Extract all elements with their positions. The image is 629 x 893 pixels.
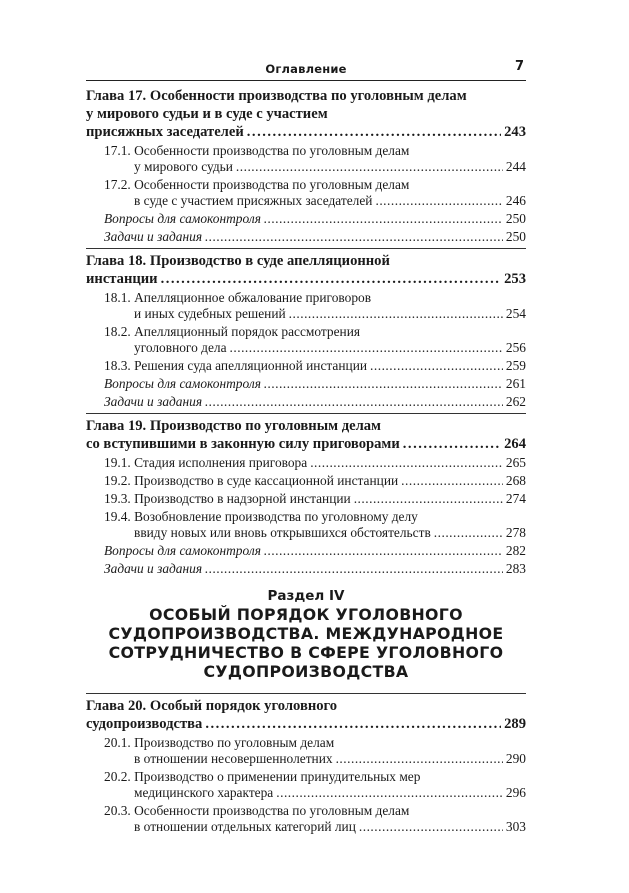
entry-page-number: 296 bbox=[505, 785, 526, 800]
chapter-title-line: у мирового судьи и в суде с участием bbox=[86, 106, 328, 122]
entry-page-number: 246 bbox=[505, 193, 526, 208]
entry-page-number: 265 bbox=[505, 455, 526, 470]
entry-text: 17.1. Особенности производства по уголовным делам bbox=[104, 143, 410, 158]
dot-leader bbox=[434, 525, 503, 541]
entry-text: 20.1. Производство по уголовным делам bbox=[104, 735, 335, 750]
dot-leader bbox=[370, 358, 503, 374]
chapter-title-line: присяжных заседателей bbox=[86, 124, 244, 140]
running-header bbox=[86, 59, 526, 81]
toc-chapter-20 bbox=[86, 697, 526, 733]
dot-leader bbox=[161, 270, 502, 288]
toc-chapter-19 bbox=[86, 417, 526, 453]
entry-text: Задачи и задания bbox=[104, 229, 203, 244]
section-title-line: СОТРУДНИЧЕСТВО В СФЕРЕ УГОЛОВНОГО bbox=[108, 643, 504, 662]
entry-page-number: 256 bbox=[505, 340, 526, 355]
entry-text: 20.2. Производство о применении принудительных мер bbox=[104, 769, 421, 784]
entry-page-number: 282 bbox=[505, 543, 526, 558]
toc-entry-18-1 bbox=[86, 290, 526, 322]
entry-page-number: 274 bbox=[505, 491, 526, 506]
toc-entry-18-questions bbox=[86, 376, 526, 392]
table-of-contents bbox=[86, 84, 526, 835]
dot-leader bbox=[264, 543, 503, 559]
entry-page-number: 250 bbox=[505, 229, 526, 244]
entry-text: Задачи и задания bbox=[104, 394, 203, 409]
entry-page-number: 303 bbox=[505, 819, 526, 834]
entry-text: Вопросы для самоконтроля bbox=[104, 211, 261, 226]
section-label: Раздел IV bbox=[267, 588, 345, 604]
entry-text: в отношении несовершеннолетних bbox=[134, 751, 333, 766]
toc-entry-20-3 bbox=[86, 803, 526, 835]
dot-leader bbox=[205, 561, 503, 577]
toc-entry-19-tasks bbox=[86, 561, 526, 577]
dot-leader bbox=[289, 306, 503, 322]
toc-entry-20-1 bbox=[86, 735, 526, 767]
dot-leader bbox=[354, 491, 503, 507]
divider bbox=[86, 413, 526, 414]
chapter-page-number: 243 bbox=[504, 124, 526, 140]
chapter-title-line: Глава 17. Особенности производства по уголовным делам bbox=[86, 88, 467, 104]
entry-text: 19.1. Стадия исполнения приговора bbox=[104, 455, 308, 470]
chapter-title-line: Глава 20. Особый порядок уголовного bbox=[86, 698, 338, 714]
toc-entry-17-1 bbox=[86, 143, 526, 175]
toc-entry-19-4 bbox=[86, 509, 526, 541]
entry-text: в отношении отдельных категорий лиц bbox=[134, 819, 356, 834]
entry-page-number: 268 bbox=[505, 473, 526, 488]
entry-text: и иных судебных решений bbox=[134, 306, 286, 321]
dot-leader bbox=[401, 473, 503, 489]
entry-page-number: 259 bbox=[505, 358, 526, 373]
dot-leader bbox=[403, 435, 501, 453]
section-title-line: СУДОПРОИЗВОДСТВА bbox=[203, 662, 409, 681]
section-title-line: ОСОБЫЙ ПОРЯДОК УГОЛОВНОГО bbox=[149, 605, 463, 624]
dot-leader bbox=[310, 455, 503, 471]
entry-page-number: 244 bbox=[505, 159, 526, 174]
entry-page-number: 262 bbox=[505, 394, 526, 409]
toc-entry-19-3 bbox=[86, 491, 526, 507]
entry-text: 19.2. Производство в суде кассационной инстанции bbox=[104, 473, 399, 488]
dot-leader bbox=[247, 123, 501, 141]
dot-leader bbox=[264, 376, 503, 392]
toc-chapter-18 bbox=[86, 252, 526, 288]
toc-entry-17-tasks bbox=[86, 229, 526, 245]
chapter-page-number: 253 bbox=[504, 271, 526, 287]
toc-entry-17-questions bbox=[86, 211, 526, 227]
entry-text: Вопросы для самоконтроля bbox=[104, 543, 261, 558]
dot-leader bbox=[336, 751, 503, 767]
entry-text: Вопросы для самоконтроля bbox=[104, 376, 261, 391]
toc-entry-18-2 bbox=[86, 324, 526, 356]
section-heading bbox=[86, 587, 526, 681]
entry-text: Задачи и задания bbox=[104, 561, 203, 576]
entry-page-number: 283 bbox=[505, 561, 526, 576]
chapter-title-line: Глава 18. Производство в суде апелляционной bbox=[86, 253, 390, 269]
dot-leader bbox=[276, 785, 503, 801]
chapter-title-line: судопроизводства bbox=[86, 716, 203, 732]
dot-leader bbox=[264, 211, 503, 227]
dot-leader bbox=[205, 229, 503, 245]
entry-text: в суде с участием присяжных заседателей bbox=[134, 193, 373, 208]
toc-entry-17-2 bbox=[86, 177, 526, 209]
entry-text: уголовного дела bbox=[134, 340, 227, 355]
entry-text: 18.3. Решения суда апелляционной инстанции bbox=[104, 358, 368, 373]
entry-text: 19.3. Производство в надзорной инстанции bbox=[104, 491, 351, 506]
divider bbox=[86, 248, 526, 249]
entry-page-number: 250 bbox=[505, 211, 526, 226]
entry-text: ввиду новых или вновь открывшихся обстоятельств bbox=[134, 525, 431, 540]
chapter-title-line: инстанции bbox=[86, 271, 158, 287]
dot-leader bbox=[205, 394, 503, 410]
toc-entry-20-2 bbox=[86, 769, 526, 801]
entry-page-number: 290 bbox=[505, 751, 526, 766]
header-page-number: 7 bbox=[514, 59, 524, 74]
entry-page-number: 254 bbox=[505, 306, 526, 321]
dot-leader bbox=[205, 715, 501, 733]
divider bbox=[86, 693, 526, 694]
entry-text: 20.3. Особенности производства по уголовным делам bbox=[104, 803, 410, 818]
entry-text: 17.2. Особенности производства по уголовным делам bbox=[104, 177, 410, 192]
toc-entry-19-1 bbox=[86, 455, 526, 471]
entry-page-number: 261 bbox=[505, 376, 526, 391]
entry-text: у мирового судьи bbox=[134, 159, 233, 174]
entry-text: 18.2. Апелляционный порядок рассмотрения bbox=[104, 324, 361, 339]
chapter-page-number: 289 bbox=[504, 716, 526, 732]
entry-page-number: 278 bbox=[505, 525, 526, 540]
header-title: Оглавление bbox=[265, 62, 347, 76]
dot-leader bbox=[359, 819, 503, 835]
dot-leader bbox=[236, 159, 503, 175]
chapter-title-line: со вступившими в законную силу приговорами bbox=[86, 436, 400, 452]
chapter-title-line: Глава 19. Производство по уголовным делам bbox=[86, 418, 381, 434]
entry-text: 18.1. Апелляционное обжалование приговоров bbox=[104, 290, 372, 305]
toc-entry-18-tasks bbox=[86, 394, 526, 410]
section-title-line: СУДОПРОИЗВОДСТВА. МЕЖДУНАРОДНОЕ bbox=[108, 624, 504, 643]
toc-entry-19-questions bbox=[86, 543, 526, 559]
dot-leader bbox=[230, 340, 503, 356]
dot-leader bbox=[375, 193, 502, 209]
entry-text: 19.4. Возобновление производства по уголовному делу bbox=[104, 509, 418, 524]
toc-entry-19-2 bbox=[86, 473, 526, 489]
entry-text: медицинского характера bbox=[134, 785, 274, 800]
toc-chapter-17 bbox=[86, 87, 526, 141]
chapter-page-number: 264 bbox=[504, 436, 526, 452]
toc-entry-18-3 bbox=[86, 358, 526, 374]
